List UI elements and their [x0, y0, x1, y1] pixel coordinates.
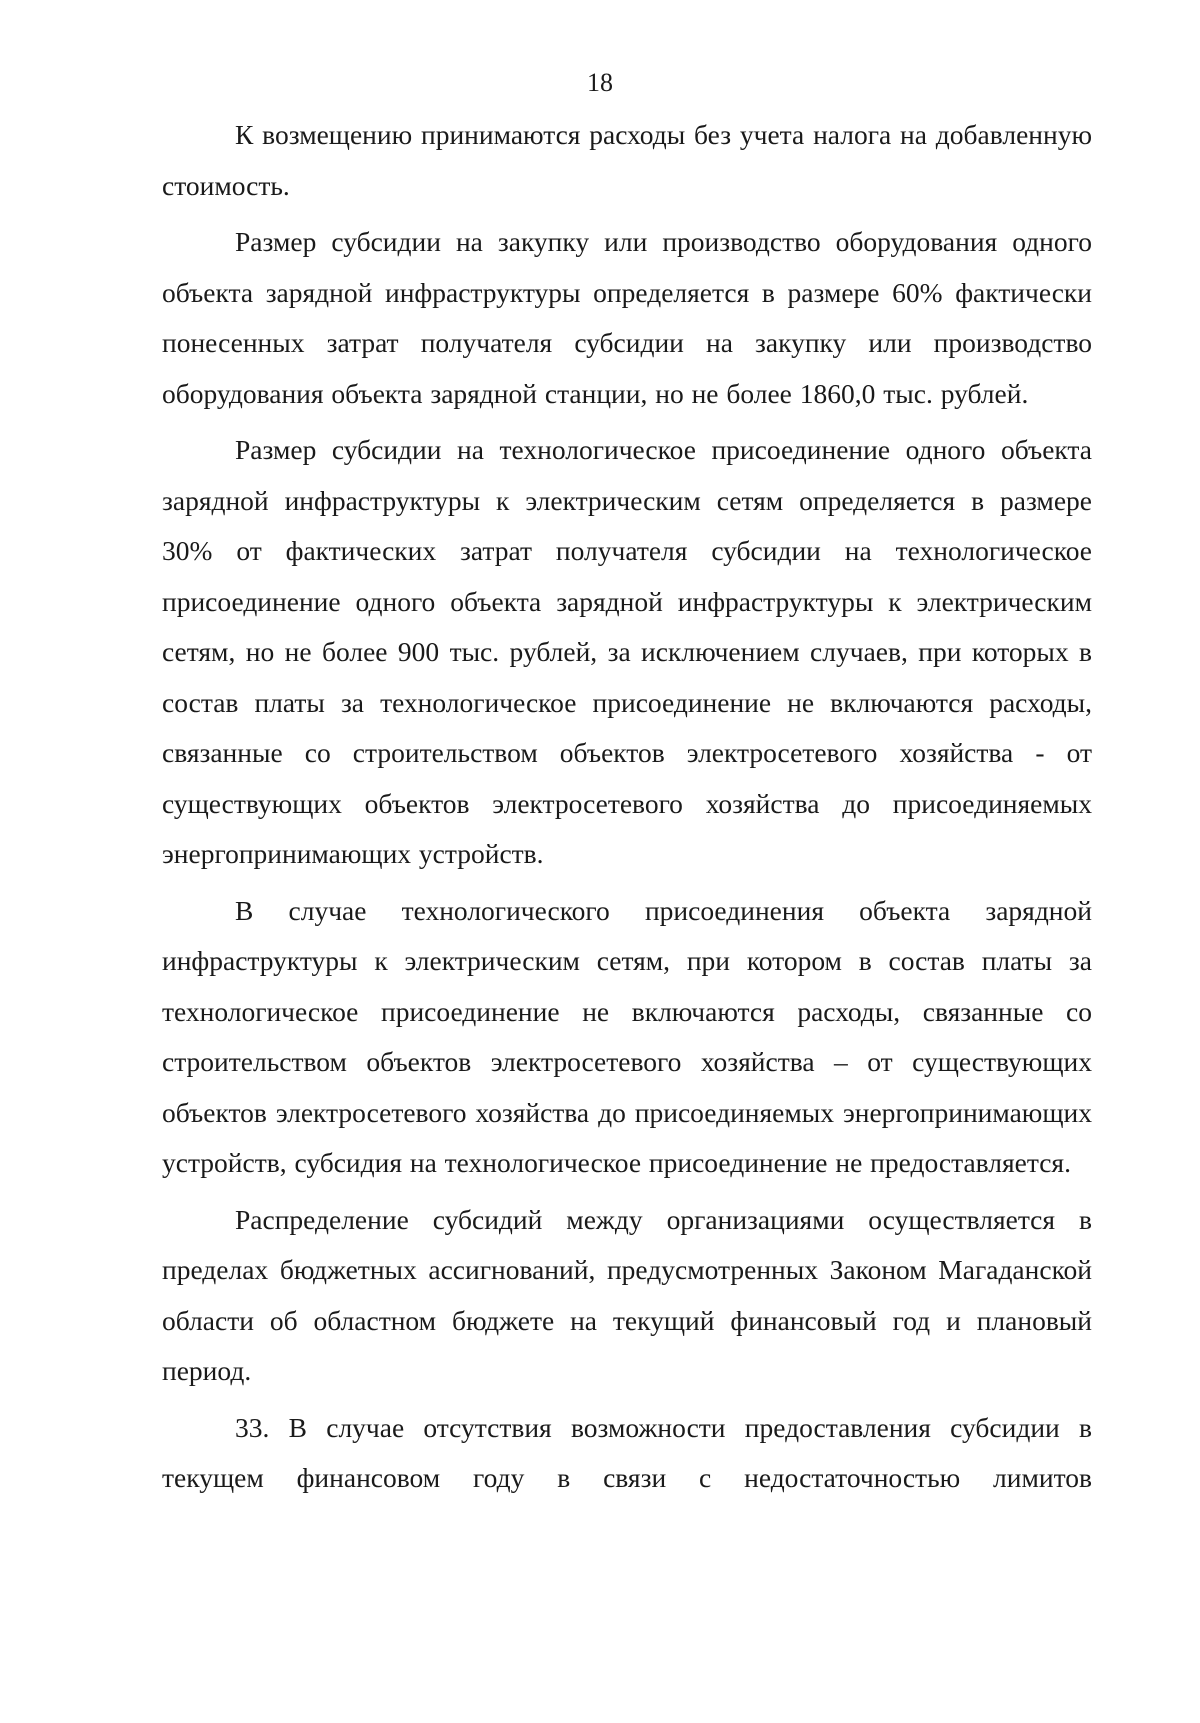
paragraph-item-33: 33. В случае отсутствия возможности предоставления субсидии в текущем финансовом году в связи с недостаточностью лимитов [162, 1411, 1092, 1493]
paragraph-distribution: Распределение субсидий между организациями осуществляется в пределах бюджетных ассигнований, предусмотренных Законом Магаданской области об областном бюджете на текущий финансовый год и плановый период. [162, 1203, 1092, 1386]
paragraph-reimbursement: К возмещению принимаются расходы без учета налога на добавленную стоимость. [162, 119, 1092, 201]
page-number: 18 [587, 68, 613, 97]
paragraph-equipment-subsidy: Размер субсидии на закупку или производство оборудования одного объекта зарядной инфраструктуры определяется в размере 60% фактически понесенных затрат получателя субсидии на закупку или производство оборудования объекта зарядной станции, но не более 1860,0 тыс. рублей. [162, 226, 1092, 409]
paragraph-connection-subsidy: Размер субсидии на технологическое присоединение одного объекта зарядной инфраструктуры к электрическим сетям определяется в размере 30% от фактических затрат получателя субсидии на технологическое присоединение одного объекта зарядной инфраструктуры к электрическим сетям, но не более 900 тыс. рублей, за исключением случаев, при которых в состав платы за технологическое присоединение не включаются расходы, связанные со строительством объектов электросетевого хозяйства - от существующих объектов электросетевого хозяйства до присоединяемых энергопринимающих устройств. [162, 434, 1092, 869]
paragraph-connection-exception: В случае технологического присоединения объекта зарядной инфраструктуры к электрическим сетям, при котором в состав платы за технологическое присоединение не включаются расходы, связанные со строительством объектов электросетевого хозяйства – от существующих объектов электросетевого хозяйства до присоединяемых энергопринимающих устройств, субсидия на технологическое присоединение не предоставляется. [162, 894, 1092, 1178]
document-body [162, 110, 1092, 1510]
